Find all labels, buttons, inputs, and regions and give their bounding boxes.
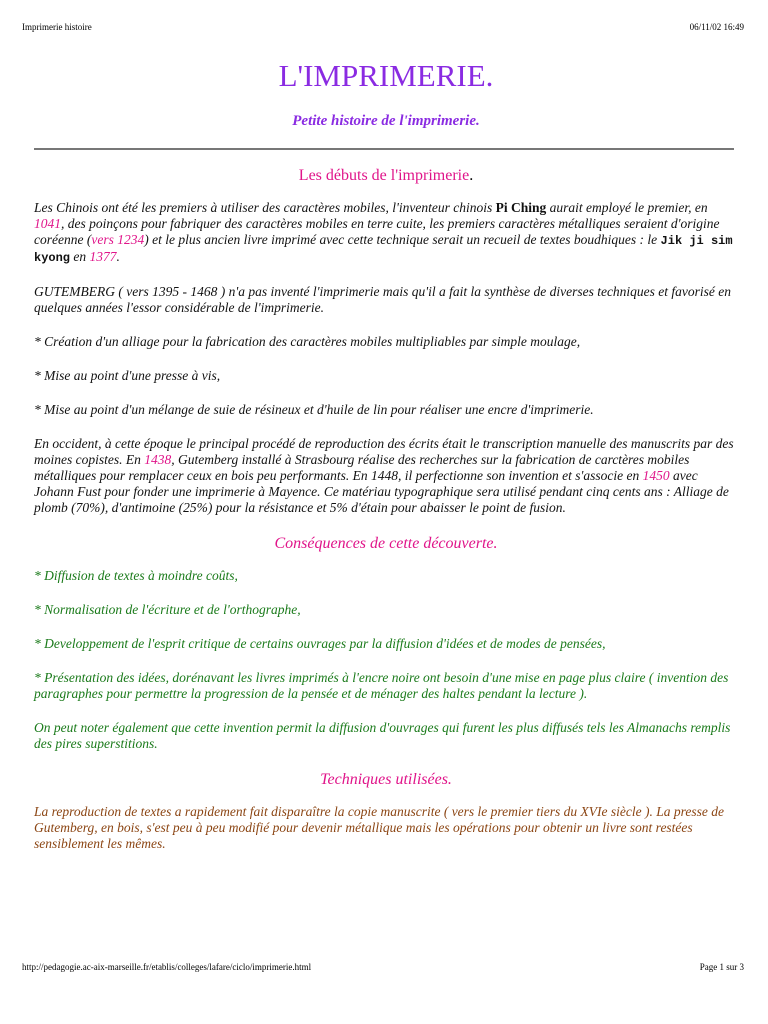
paragraph-chinois [34, 200, 738, 266]
section-title-debuts [34, 166, 738, 186]
paragraph-techniques: La reproduction de textes a rapidement fait disparaître la copie manuscrite ( vers le premier tiers du XVIe siècle ). La presse de Gutemberg, en bois, s'est peu à peu modifié pour devenir métallique mais les opérations pour obtenir un livre sont restées sensiblement les mêmes. [34, 804, 724, 851]
footer-page-number: Page 1 sur 3 [699, 962, 744, 972]
list-item: * Diffusion de textes à moindre coûts, [34, 568, 238, 583]
date-highlight: 1450 [642, 468, 670, 483]
list-item: * Présentation des idées, dorénavant les livres imprimés à l'encre noire ont besoin d'une mise en page plus claire ( invention des paragraphes pour permettre la progression de la pensée et de ménager des haltes pendant la lecture ). [34, 670, 729, 701]
text-run: aurait employé le premier, en [546, 200, 708, 215]
text-run: En occident, à cette époque le principal procédé de reproduction des écrits était le transcription manuelle des manuscrits par des moines copistes. En [34, 436, 734, 467]
text-run: . [116, 249, 120, 264]
text-run: en [70, 249, 90, 264]
footer-url: http://pedagogie.ac-aix-marseille.fr/etablis/colleges/lafare/ciclo/imprimerie.html [22, 962, 312, 972]
date-highlight: 1377 [89, 249, 117, 264]
list-item: * Mise au point d'une presse à vis, [34, 368, 221, 383]
section-title-text: Les débuts de l'imprimerie [298, 167, 470, 184]
horizontal-rule [34, 140, 734, 150]
date-highlight: 1438 [144, 452, 172, 467]
page-title: L'IMPRIMERIE. [278, 58, 494, 93]
header-datetime: 06/11/02 16:49 [689, 22, 744, 32]
text-run: , Gutemberg installé à Strasbourg réalise des recherches sur la fabrication de carctères mobiles métalliques pour remplacer ceux en bois peu performants. En 1448, il perfectionne son invention et s'associe en [34, 452, 690, 483]
list-item: * Mise au point d'un mélange de suie de résineux et d'huile de lin pour réaliser une encre d'imprimerie. [34, 402, 594, 417]
text-run: Les Chinois ont été les premiers à utiliser des caractères mobiles, l'inventeur chinois [34, 200, 496, 215]
section-title-consequences: Conséquences de cette découverte. [274, 535, 498, 552]
list-item: On peut noter également que cette invention permit la diffusion d'ouvrages qui furent les plus diffusés tels les Almanachs remplis des pires superstitions. [34, 720, 731, 751]
print-footer [22, 962, 744, 972]
paragraph-gutemberg: GUTEMBERG ( vers 1395 - 1468 ) n'a pas inventé l'imprimerie mais qu'il a fait la synthèse de diverses techniques et favorisé en quelques années l'essor considérable de l'imprimerie. [34, 284, 732, 315]
inventor-name: Pi Ching [495, 200, 547, 215]
text-run: , des poinçons pour fabriquer des caractères mobiles en terre cuite, les premiers caractères métalliques seraient d'origine coréenne ( [34, 216, 720, 247]
page-subtitle: Petite histoire de l'imprimerie. [292, 113, 480, 129]
paragraph-occident [34, 436, 738, 516]
date-highlight: vers 1234 [91, 232, 145, 247]
section-title-techniques: Techniques utilisées. [320, 771, 452, 788]
document-page [34, 56, 738, 870]
section-title-dot: . [469, 167, 474, 184]
header-page-title: Imprimerie histoire [22, 22, 92, 32]
list-item: * Developpement de l'esprit critique de certains ouvrages par la diffusion d'idées et de modes de pensées, [34, 636, 606, 651]
text-run: ) et le plus ancien livre imprimé avec cette technique serait un recueil de textes boudhiques : le [144, 232, 661, 247]
list-item: * Normalisation de l'écriture et de l'orthographe, [34, 602, 301, 617]
list-item: * Création d'un alliage pour la fabrication des caractères mobiles multipliables par simple moulage, [34, 334, 581, 349]
print-header [22, 22, 744, 32]
text-run: avec Johann Fust pour fonder une imprimerie à Mayence. Ce matériau typographique sera utilisé pendant cinq cents ans : Alliage de plomb (70%), d'antimoine (25%) pour la résistance et 5% d'étain pour abaisser le point de fusion. [34, 468, 729, 515]
book-title: Jik ji sim kyong [34, 234, 733, 265]
date-highlight: 1041 [34, 216, 61, 231]
